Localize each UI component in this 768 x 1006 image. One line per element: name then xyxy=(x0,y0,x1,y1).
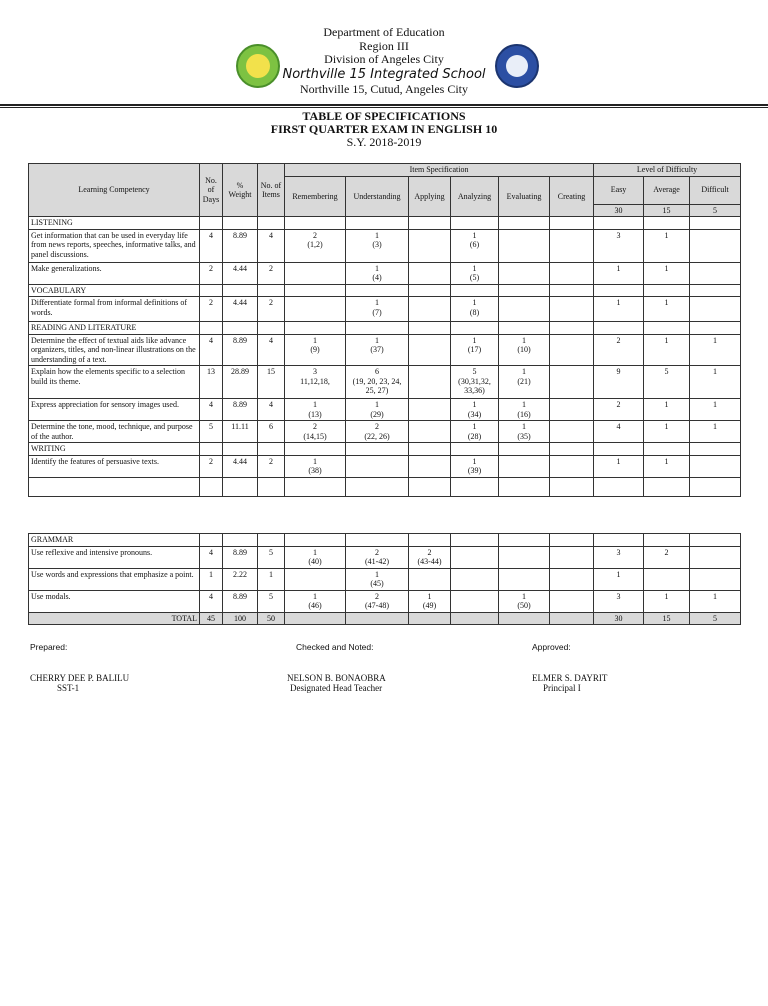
evaluating-cell xyxy=(499,297,550,322)
section-heading: VOCABULARY xyxy=(29,284,200,297)
creating-cell xyxy=(550,399,594,421)
difficult-cell xyxy=(690,229,741,262)
applying-cell xyxy=(409,229,451,262)
empty-cell xyxy=(200,284,223,297)
empty-cell xyxy=(285,612,346,625)
approved-block xyxy=(532,642,607,694)
empty-cell xyxy=(451,217,499,230)
remembering-cell: 1 (46) xyxy=(285,590,346,612)
easy-cell: 1 xyxy=(594,568,644,590)
empty-cell xyxy=(258,477,285,496)
col-average: Average xyxy=(644,176,690,204)
col-evaluating: Evaluating xyxy=(499,176,550,217)
analyzing-cell xyxy=(451,590,499,612)
empty-cell xyxy=(644,534,690,547)
empty-cell xyxy=(200,477,223,496)
days-cell: 4 xyxy=(200,229,223,262)
specification-table xyxy=(28,163,741,497)
easy-cell: 1 xyxy=(594,297,644,322)
empty-cell xyxy=(690,217,741,230)
empty-cell xyxy=(594,322,644,335)
checked-title: Designated Head Teacher xyxy=(290,683,383,693)
items-cell: 5 xyxy=(258,546,285,568)
difficult-cell: 1 xyxy=(690,334,741,366)
grammar-body xyxy=(29,534,741,625)
creating-cell xyxy=(550,590,594,612)
empty-cell xyxy=(346,217,409,230)
remembering-cell: 1 (40) xyxy=(285,546,346,568)
analyzing-cell: 1 (5) xyxy=(451,262,499,284)
empty-cell xyxy=(690,477,741,496)
empty-cell xyxy=(451,612,499,625)
empty-cell xyxy=(285,534,346,547)
analyzing-cell: 1 (8) xyxy=(451,297,499,322)
empty-cell xyxy=(550,443,594,456)
total-row xyxy=(29,612,741,625)
remembering-cell: 1 (9) xyxy=(285,334,346,366)
easy-cell: 1 xyxy=(594,262,644,284)
document-title xyxy=(0,110,768,149)
days-cell: 4 xyxy=(200,334,223,366)
items-cell: 15 xyxy=(258,366,285,399)
easy-cell: 3 xyxy=(594,229,644,262)
average-cell: 1 xyxy=(644,455,690,477)
items-cell: 1 xyxy=(258,568,285,590)
difficult-cell xyxy=(690,262,741,284)
analyzing-cell: 1 (39) xyxy=(451,455,499,477)
applying-cell xyxy=(409,366,451,399)
section-heading: WRITING xyxy=(29,443,200,456)
header-divider-thin xyxy=(0,107,768,108)
understanding-cell: 1 (45) xyxy=(346,568,409,590)
empty-cell xyxy=(550,534,594,547)
title-line-2: FIRST QUARTER EXAM IN ENGLISH 10 xyxy=(270,122,498,136)
empty-cell xyxy=(550,612,594,625)
empty-cell xyxy=(409,612,451,625)
empty-cell xyxy=(258,443,285,456)
empty-cell xyxy=(200,322,223,335)
remembering-cell: 3 11,12,18, xyxy=(285,366,346,399)
empty-cell xyxy=(499,322,550,335)
empty-cell xyxy=(451,443,499,456)
empty-cell xyxy=(594,284,644,297)
empty-cell xyxy=(644,217,690,230)
understanding-cell: 6 (19, 20, 23, 24, 25, 27) xyxy=(346,366,409,399)
easy-cell: 2 xyxy=(594,334,644,366)
items-cell: 5 xyxy=(258,590,285,612)
applying-cell: 2 (43-44) xyxy=(409,546,451,568)
remembering-cell xyxy=(285,568,346,590)
total-weight-cell: 100 xyxy=(223,612,258,625)
average-cell: 1 xyxy=(644,229,690,262)
evaluating-cell xyxy=(499,262,550,284)
empty-cell xyxy=(200,534,223,547)
empty-cell xyxy=(451,322,499,335)
average-cell: 1 xyxy=(644,399,690,421)
remembering-cell xyxy=(285,297,346,322)
col-applying: Applying xyxy=(409,176,451,217)
average-cell: 1 xyxy=(644,421,690,443)
difficult-cell: 1 xyxy=(690,421,741,443)
col-days: No. of Days xyxy=(200,164,223,217)
weight-cell: 8.89 xyxy=(223,334,258,366)
difficult-cell xyxy=(690,297,741,322)
empty-cell xyxy=(223,534,258,547)
division-name: Division of Angeles City xyxy=(324,52,444,66)
understanding-cell xyxy=(346,455,409,477)
empty-cell xyxy=(690,322,741,335)
col-creating: Creating xyxy=(550,176,594,217)
applying-cell xyxy=(409,262,451,284)
checked-block xyxy=(287,642,386,694)
empty-cell xyxy=(409,322,451,335)
analyzing-cell: 1 (17) xyxy=(451,334,499,366)
col-difficult: Difficult xyxy=(690,176,741,204)
school-address: Northville 15, Cutud, Angeles City xyxy=(300,81,468,96)
easy-cell: 3 xyxy=(594,590,644,612)
weight-cell: 28.89 xyxy=(223,366,258,399)
table-row xyxy=(29,568,741,590)
competency-cell: Get information that can be used in everyday life from news reports, speeches, informative talks, and panel discussions. xyxy=(29,229,200,262)
weight-cell: 4.44 xyxy=(223,262,258,284)
approved-title: Principal I xyxy=(543,683,581,693)
evaluating-cell: 1 (50) xyxy=(499,590,550,612)
analyzing-cell: 1 (6) xyxy=(451,229,499,262)
empty-cell xyxy=(644,284,690,297)
applying-cell: 1 (49) xyxy=(409,590,451,612)
empty-cell xyxy=(223,217,258,230)
competency-cell: Make generalizations. xyxy=(29,262,200,284)
analyzing-cell: 1 (34) xyxy=(451,399,499,421)
col-items: No. of Items xyxy=(258,164,285,217)
days-cell: 2 xyxy=(200,297,223,322)
average-cell xyxy=(644,568,690,590)
total-cell: TOTAL xyxy=(29,612,200,625)
total-difficult-cell: 5 xyxy=(690,612,741,625)
analyzing-cell xyxy=(451,546,499,568)
difficult-cell: 1 xyxy=(690,366,741,399)
evaluating-cell xyxy=(499,455,550,477)
section-row xyxy=(29,322,741,335)
empty-cell xyxy=(690,443,741,456)
competency-cell: Identify the features of persuasive texts. xyxy=(29,455,200,477)
section-row xyxy=(29,284,741,297)
table-row xyxy=(29,297,741,322)
empty-cell xyxy=(285,322,346,335)
competency-cell: Determine the tone, mood, technique, and purpose of the author. xyxy=(29,421,200,443)
creating-cell xyxy=(550,297,594,322)
empty-cell xyxy=(258,322,285,335)
days-cell: 2 xyxy=(200,455,223,477)
empty-cell xyxy=(550,217,594,230)
col-level: Level of Difficulty xyxy=(594,164,741,177)
header-divider xyxy=(0,104,768,106)
evaluating-cell: 1 (16) xyxy=(499,399,550,421)
days-cell: 4 xyxy=(200,399,223,421)
table-row xyxy=(29,366,741,399)
total-average-cell: 15 xyxy=(644,612,690,625)
empty-cell xyxy=(409,443,451,456)
items-cell: 6 xyxy=(258,421,285,443)
total-easy-cell: 30 xyxy=(594,612,644,625)
items-cell: 4 xyxy=(258,229,285,262)
empty-cell xyxy=(285,284,346,297)
creating-cell xyxy=(550,546,594,568)
items-cell: 4 xyxy=(258,334,285,366)
average-cell: 1 xyxy=(644,297,690,322)
days-cell: 2 xyxy=(200,262,223,284)
competency-cell: Use reflexive and intensive pronouns. xyxy=(29,546,200,568)
empty-cell xyxy=(451,477,499,496)
empty-cell xyxy=(346,612,409,625)
weight-cell: 4.44 xyxy=(223,455,258,477)
easy-count: 30 xyxy=(594,204,644,217)
col-competency: Learning Competency xyxy=(29,164,200,217)
average-cell: 1 xyxy=(644,590,690,612)
items-cell: 2 xyxy=(258,455,285,477)
table-row xyxy=(29,334,741,366)
empty-cell xyxy=(451,284,499,297)
empty-cell xyxy=(409,534,451,547)
empty-cell xyxy=(594,477,644,496)
difficult-cell xyxy=(690,568,741,590)
empty-cell xyxy=(223,477,258,496)
understanding-cell: 2 (47-48) xyxy=(346,590,409,612)
section-row xyxy=(29,217,741,230)
competency-cell: Express appreciation for sensory images used. xyxy=(29,399,200,421)
region-name: Region III xyxy=(359,38,409,53)
evaluating-cell xyxy=(499,546,550,568)
empty-cell xyxy=(346,477,409,496)
empty-cell xyxy=(346,534,409,547)
empty-cell xyxy=(346,284,409,297)
creating-cell xyxy=(550,568,594,590)
easy-cell: 9 xyxy=(594,366,644,399)
difficult-cell: 1 xyxy=(690,590,741,612)
table-row xyxy=(29,399,741,421)
table-row xyxy=(29,546,741,568)
days-cell: 5 xyxy=(200,421,223,443)
prepared-label: Prepared: xyxy=(30,642,68,652)
table-body xyxy=(29,217,741,497)
evaluating-cell: 1 (35) xyxy=(499,421,550,443)
applying-cell xyxy=(409,455,451,477)
applying-cell xyxy=(409,421,451,443)
analyzing-cell: 5 (30,31,32, 33,36) xyxy=(451,366,499,399)
empty-cell xyxy=(594,534,644,547)
evaluating-cell: 1 (10) xyxy=(499,334,550,366)
empty-cell xyxy=(550,477,594,496)
applying-cell xyxy=(409,399,451,421)
empty-cell xyxy=(690,284,741,297)
col-item-spec: Item Specification xyxy=(285,164,594,177)
empty-cell xyxy=(200,217,223,230)
empty-cell xyxy=(644,477,690,496)
understanding-cell: 2 (22, 26) xyxy=(346,421,409,443)
easy-cell: 2 xyxy=(594,399,644,421)
easy-cell: 3 xyxy=(594,546,644,568)
empty-cell xyxy=(409,284,451,297)
remembering-cell: 1 (13) xyxy=(285,399,346,421)
empty-cell xyxy=(285,443,346,456)
empty-cell xyxy=(285,217,346,230)
understanding-cell: 1 (4) xyxy=(346,262,409,284)
average-cell: 2 xyxy=(644,546,690,568)
understanding-cell: 1 (7) xyxy=(346,297,409,322)
empty-cell xyxy=(594,217,644,230)
section-heading: READING AND LITERATURE xyxy=(29,322,200,335)
easy-cell: 1 xyxy=(594,455,644,477)
empty-cell xyxy=(200,443,223,456)
table-row xyxy=(29,229,741,262)
creating-cell xyxy=(550,455,594,477)
applying-cell xyxy=(409,297,451,322)
empty-cell xyxy=(550,284,594,297)
evaluating-cell: 1 (21) xyxy=(499,366,550,399)
weight-cell: 2.22 xyxy=(223,568,258,590)
checked-name: NELSON B. BONAOBRA xyxy=(287,672,386,683)
understanding-cell: 1 (3) xyxy=(346,229,409,262)
competency-cell: Determine the effect of textual aids like advance organizers, titles, and non-linear illustrations on the understanding of a text. xyxy=(29,334,200,366)
average-cell: 1 xyxy=(644,334,690,366)
difficult-cell xyxy=(690,455,741,477)
empty-cell xyxy=(499,612,550,625)
total-days-cell: 45 xyxy=(200,612,223,625)
competency-cell: Use words and expressions that emphasize a point. xyxy=(29,568,200,590)
prepared-title: SST-1 xyxy=(57,683,80,693)
days-cell: 4 xyxy=(200,546,223,568)
remembering-cell xyxy=(285,262,346,284)
empty-cell xyxy=(690,534,741,547)
applying-cell xyxy=(409,334,451,366)
creating-cell xyxy=(550,334,594,366)
items-cell: 2 xyxy=(258,262,285,284)
average-cell: 5 xyxy=(644,366,690,399)
weight-cell: 8.89 xyxy=(223,590,258,612)
weight-cell: 4.44 xyxy=(223,297,258,322)
average-count: 15 xyxy=(644,204,690,217)
understanding-cell: 1 (29) xyxy=(346,399,409,421)
dept-name: Department of Education xyxy=(323,25,445,39)
empty-cell xyxy=(451,534,499,547)
empty-cell xyxy=(29,477,200,496)
creating-cell xyxy=(550,366,594,399)
grammar-table xyxy=(28,533,741,625)
empty-cell xyxy=(409,477,451,496)
table-row xyxy=(29,421,741,443)
prepared-name: CHERRY DEE P. BALILU xyxy=(30,672,130,683)
empty-cell xyxy=(499,534,550,547)
blank-row xyxy=(29,477,741,496)
creating-cell xyxy=(550,229,594,262)
approved-label: Approved: xyxy=(532,642,571,652)
empty-cell xyxy=(499,477,550,496)
empty-cell xyxy=(644,443,690,456)
section-heading: GRAMMAR xyxy=(29,534,200,547)
empty-cell xyxy=(499,217,550,230)
weight-cell: 8.89 xyxy=(223,229,258,262)
creating-cell xyxy=(550,262,594,284)
evaluating-cell xyxy=(499,229,550,262)
prepared-block xyxy=(30,642,129,694)
col-easy: Easy xyxy=(594,176,644,204)
empty-cell xyxy=(499,284,550,297)
empty-cell xyxy=(550,322,594,335)
section-row xyxy=(29,534,741,547)
empty-cell xyxy=(409,217,451,230)
empty-cell xyxy=(346,322,409,335)
school-name: Northville 15 Integrated School xyxy=(282,66,486,82)
section-heading: LISTENING xyxy=(29,217,200,230)
difficult-cell: 1 xyxy=(690,399,741,421)
creating-cell xyxy=(550,421,594,443)
items-cell: 4 xyxy=(258,399,285,421)
empty-cell xyxy=(223,284,258,297)
empty-cell xyxy=(223,322,258,335)
empty-cell xyxy=(594,443,644,456)
empty-cell xyxy=(499,443,550,456)
table-row xyxy=(29,590,741,612)
difficult-count: 5 xyxy=(690,204,741,217)
empty-cell xyxy=(346,443,409,456)
competency-cell: Explain how the elements specific to a selection build its theme. xyxy=(29,366,200,399)
understanding-cell: 1 (37) xyxy=(346,334,409,366)
days-cell: 4 xyxy=(200,590,223,612)
competency-cell: Use modals. xyxy=(29,590,200,612)
table-row xyxy=(29,455,741,477)
empty-cell xyxy=(644,322,690,335)
col-weight: % Weight xyxy=(223,164,258,217)
col-understanding: Understanding xyxy=(346,176,409,217)
empty-cell xyxy=(258,284,285,297)
checked-label: Checked and Noted: xyxy=(296,642,374,652)
easy-cell: 4 xyxy=(594,421,644,443)
remembering-cell: 1 (38) xyxy=(285,455,346,477)
empty-cell xyxy=(285,477,346,496)
section-row xyxy=(29,443,741,456)
weight-cell: 8.89 xyxy=(223,399,258,421)
empty-cell xyxy=(223,443,258,456)
col-analyzing: Analyzing xyxy=(451,176,499,217)
difficult-cell xyxy=(690,546,741,568)
title-line-1: TABLE OF SPECIFICATIONS xyxy=(302,109,466,123)
weight-cell: 11.11 xyxy=(223,421,258,443)
empty-cell xyxy=(258,534,285,547)
days-cell: 1 xyxy=(200,568,223,590)
days-cell: 13 xyxy=(200,366,223,399)
letterhead xyxy=(0,26,768,96)
table-row xyxy=(29,262,741,284)
col-remembering: Remembering xyxy=(285,176,346,217)
analyzing-cell xyxy=(451,568,499,590)
total-items-cell: 50 xyxy=(258,612,285,625)
understanding-cell: 2 (41-42) xyxy=(346,546,409,568)
school-year: S.Y. 2018-2019 xyxy=(346,135,422,149)
applying-cell xyxy=(409,568,451,590)
remembering-cell: 2 (14,15) xyxy=(285,421,346,443)
remembering-cell: 2 (1,2) xyxy=(285,229,346,262)
weight-cell: 8.89 xyxy=(223,546,258,568)
empty-cell xyxy=(258,217,285,230)
evaluating-cell xyxy=(499,568,550,590)
analyzing-cell: 1 (28) xyxy=(451,421,499,443)
items-cell: 2 xyxy=(258,297,285,322)
approved-name: ELMER S. DAYRIT xyxy=(532,672,608,683)
competency-cell: Differentiate formal from informal definitions of words. xyxy=(29,297,200,322)
average-cell: 1 xyxy=(644,262,690,284)
